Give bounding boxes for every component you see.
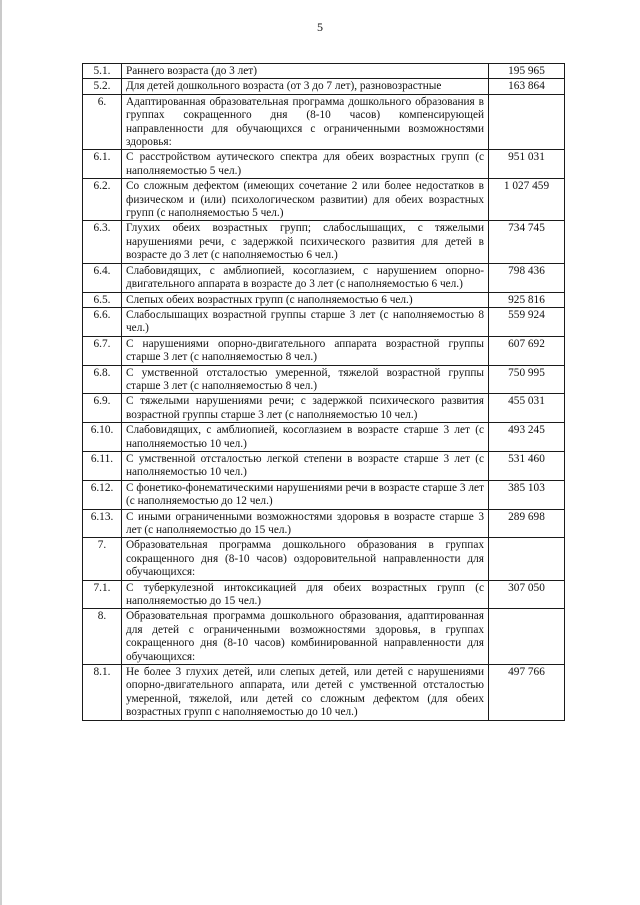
table-row bbox=[83, 307, 565, 336]
table-row bbox=[83, 365, 565, 394]
row-number: 6.4. bbox=[83, 263, 122, 292]
row-description: Раннего возраста (до 3 лет) bbox=[122, 64, 489, 79]
row-description: С умственной отсталостью легкой степени в возрасте старше 3 лет (с наполняемостью 10 чел.) bbox=[122, 451, 489, 480]
row-description: Слабовидящих, с амблиопией, косоглазием, с нарушением опорно-двигательного аппарата в возрасте до 3 лет (с наполняемостью 6 чел.) bbox=[122, 263, 489, 292]
table-row bbox=[83, 221, 565, 263]
table-row bbox=[83, 179, 565, 221]
row-value: 925 816 bbox=[489, 292, 565, 307]
table-row bbox=[83, 423, 565, 452]
row-number: 6.13. bbox=[83, 509, 122, 538]
row-description: С иными ограниченными возможностями здоровья в возрасте старше 3 лет (с наполняемостью до 15 чел.) bbox=[122, 509, 489, 538]
row-value: 497 766 bbox=[489, 665, 565, 721]
scan-edge-shadow bbox=[0, 0, 2, 905]
row-value: 734 745 bbox=[489, 221, 565, 263]
row-number: 6.1. bbox=[83, 150, 122, 179]
table-row bbox=[83, 150, 565, 179]
row-description: С расстройством аутического спектра для обеих возрастных групп (с наполняемостью 5 чел.) bbox=[122, 150, 489, 179]
page-number: 5 bbox=[317, 20, 323, 34]
table-body bbox=[83, 64, 565, 721]
row-value: 750 995 bbox=[489, 365, 565, 394]
row-number: 8. bbox=[83, 609, 122, 665]
table-row bbox=[83, 292, 565, 307]
row-number: 6.3. bbox=[83, 221, 122, 263]
row-value: 798 436 bbox=[489, 263, 565, 292]
row-value: 195 965 bbox=[489, 64, 565, 79]
row-value: 163 864 bbox=[489, 79, 565, 94]
row-number: 6.8. bbox=[83, 365, 122, 394]
table-row bbox=[83, 79, 565, 94]
table-row bbox=[83, 94, 565, 150]
tariff-table bbox=[82, 63, 565, 721]
table-row bbox=[83, 609, 565, 665]
table-row bbox=[83, 394, 565, 423]
row-description: Не более 3 глухих детей, или слепых детей, или детей с нарушениями опорно-двигательного аппарата, или детей с умственной отсталостью умеренной, тяжелой, или детей со сложным дефектом (для обеих возрастных групп с наполняемостью до 10 чел.) bbox=[122, 665, 489, 721]
row-value bbox=[489, 609, 565, 665]
row-value: 607 692 bbox=[489, 336, 565, 365]
row-number: 7. bbox=[83, 538, 122, 580]
row-description: Образовательная программа дошкольного образования, адаптированная для детей с ограниченными возможностями здоровья, в группах сокращенного дня (8-10 часов) комбинированной направленности для обучающихся: bbox=[122, 609, 489, 665]
row-value: 559 924 bbox=[489, 307, 565, 336]
row-description: Адаптированная образовательная программа дошкольного образования в группах сокращенного дня (8-10 часов) компенсирующей направленности для обучающихся с ограниченными возможностями здоровья: bbox=[122, 94, 489, 150]
row-description: С тяжелыми нарушениями речи; с задержкой психического развития возрастной группы старше 3 лет (с наполняемостью 10 чел.) bbox=[122, 394, 489, 423]
row-number: 6.2. bbox=[83, 179, 122, 221]
row-value: 951 031 bbox=[489, 150, 565, 179]
row-number: 8.1. bbox=[83, 665, 122, 721]
row-value: 455 031 bbox=[489, 394, 565, 423]
row-number: 6.11. bbox=[83, 451, 122, 480]
row-value bbox=[489, 94, 565, 150]
row-number: 6.6. bbox=[83, 307, 122, 336]
row-description: Со сложным дефектом (имеющих сочетание 2 или более недостатков в физическом и (или) психологическом развитии) для обеих возрастных групп (с наполняемостью 5 чел.) bbox=[122, 179, 489, 221]
row-description: Слабослышащих возрастной группы старше 3 лет (с наполняемостью 8 чел.) bbox=[122, 307, 489, 336]
row-number: 5.1. bbox=[83, 64, 122, 79]
row-number: 6.10. bbox=[83, 423, 122, 452]
row-description: Слабовидящих, с амблиопией, косоглазием в возрасте старше 3 лет (с наполняемостью 10 чел.) bbox=[122, 423, 489, 452]
row-number: 7.1. bbox=[83, 580, 122, 609]
table-row bbox=[83, 64, 565, 79]
row-number: 6.9. bbox=[83, 394, 122, 423]
table-row bbox=[83, 665, 565, 721]
row-description: Для детей дошкольного возраста (от 3 до 7 лет), разновозрастные bbox=[122, 79, 489, 94]
row-description: С фонетико-фонематическими нарушениями речи в возрасте старше 3 лет (с наполняемостью до 12 чел.) bbox=[122, 480, 489, 509]
row-description: Образовательная программа дошкольного образования в группах сокращенного дня (8-10 часов) оздоровительной направленности для обучающихся: bbox=[122, 538, 489, 580]
row-number: 6.7. bbox=[83, 336, 122, 365]
table-row bbox=[83, 480, 565, 509]
row-number: 5.2. bbox=[83, 79, 122, 94]
row-value bbox=[489, 538, 565, 580]
table-row bbox=[83, 580, 565, 609]
row-description: С нарушениями опорно-двигательного аппарата возрастной группы старше 3 лет (с наполняемостью 8 чел.) bbox=[122, 336, 489, 365]
row-value: 289 698 bbox=[489, 509, 565, 538]
table-row bbox=[83, 336, 565, 365]
row-number: 6. bbox=[83, 94, 122, 150]
row-description: Слепых обеих возрастных групп (с наполняемостью 6 чел.) bbox=[122, 292, 489, 307]
row-value: 385 103 bbox=[489, 480, 565, 509]
row-value: 1 027 459 bbox=[489, 179, 565, 221]
row-value: 493 245 bbox=[489, 423, 565, 452]
row-value: 307 050 bbox=[489, 580, 565, 609]
table-row bbox=[83, 451, 565, 480]
row-description: С туберкулезной интоксикацией для обеих возрастных групп (с наполняемостью до 15 чел.) bbox=[122, 580, 489, 609]
table-row bbox=[83, 538, 565, 580]
row-description: Глухих обеих возрастных групп; слабослышащих, с тяжелыми нарушениями речи, с задержкой психического развития для детей в возрасте до 3 лет (с наполняемостью 6 чел.) bbox=[122, 221, 489, 263]
row-description: С умственной отсталостью умеренной, тяжелой возрастной группы старше 3 лет (с наполняемостью 8 чел.) bbox=[122, 365, 489, 394]
row-number: 6.5. bbox=[83, 292, 122, 307]
table-row bbox=[83, 263, 565, 292]
table-row bbox=[83, 509, 565, 538]
row-number: 6.12. bbox=[83, 480, 122, 509]
row-value: 531 460 bbox=[489, 451, 565, 480]
